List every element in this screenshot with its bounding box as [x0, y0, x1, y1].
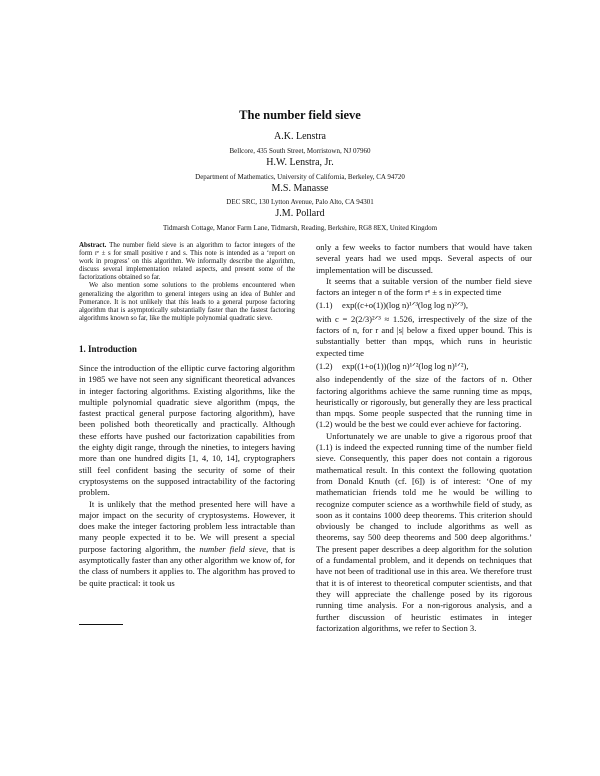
author-name: J.M. Pollard — [275, 208, 325, 219]
equation-1-1 — [316, 300, 532, 311]
body-paragraph: It seems that a suitable version of the number field sieve factors an integer n of the form rᵉ ± s in expected time — [316, 275, 532, 298]
equation-expression: exp((1+o(1))(log n)¹ᐟ²(log log n)¹ᐟ²), — [342, 360, 469, 371]
equation-number: (1.1) — [316, 300, 333, 311]
author-name: H.W. Lenstra, Jr. — [266, 157, 334, 168]
abstract-paragraph — [79, 242, 295, 282]
equation-1-2 — [316, 361, 532, 372]
intro-emphasis: number field sieve — [199, 543, 267, 554]
equation-expression: exp((c+o(1))(log n)¹ᐟ³(log log n)²ᐟ³), — [342, 300, 468, 311]
abstract-text: The number field sieve is an algorithm to factor integers of the form rᵉ ± s for small positive r and s. This note is intended as a ‘report on work in progress’ on this algorithm. We informally describe the algorithm, discuss several implementation related aspects, and present some of the factorizations obtained so far. — [79, 242, 295, 282]
paper-title: The number field sieve — [239, 108, 361, 122]
left-column — [79, 242, 295, 589]
equation-number: (1.2) — [316, 360, 333, 371]
intro-text: It is unlikely that the method presented here will have a major impact on the security of cryptosystems. However, it does make the integer factoring problem less intractable than many people expected it to be. We will present a special purpose factoring algorithm, the — [79, 498, 295, 554]
author-affiliation: DEC SRC, 130 Lytton Avenue, Palo Alto, CA 94301 — [226, 198, 374, 206]
body-paragraph: also independently of the size of the factors of n. Other factoring algorithms achieve the same running time as mpqs, heuristically or rigorously, but generally they are less practical than mpqs. Some people suspected that the running time in (1.2) would be the best we could ever achieve for factoring. — [316, 374, 532, 430]
footnote-rule — [79, 624, 123, 625]
body-paragraph: Unfortunately we are unable to give a rigorous proof that (1.1) is indeed the expected running time of the number field sieve. Consequently, this paper does not contain a rigorous mathematical result. In this context the following quotation from Donald Knuth (cf. [6]) is of interest: ‘One of my mathematician friends told me he would be willing to recognize computer science as a worthwhile field of study, as soon as it contains 1000 deep theorems. This criterion should obviously be changed to include algorithms as well as theorems, say 500 deep theorems and 500 deep algorithms.’ The present paper describes a deep algorithm for the solution of a fundamental problem, and it depends on techniques that have not been of traditional use in this area. We therefore trust that it is of interest to theoretical computer scientists, and that they will appreciate the challenge posed by its rigorous running time analysis. For a non-rigorous analysis, and a further discussion of heuristic estimates in integer factorization algorithms, we refer to Section 3. — [316, 430, 532, 633]
author-affiliation: Bellcore, 435 South Street, Morristown, NJ 07960 — [229, 147, 371, 155]
author-name: A.K. Lenstra — [274, 131, 326, 142]
right-column — [316, 242, 532, 634]
body-paragraph: with c = 2(2/3)²ᐟ³ ≈ 1.526, irrespectively of the size of the factors of n, for r and |s| below a fixed upper bound. This is substantially better than mpqs, which runs in heuristic expected time — [316, 313, 532, 358]
intro-text-continued: , that is asymptotically faster than any other algorithm we know of, for the class of numbers it applies to. The algorithm has proved to be quite practical: it took us — [79, 543, 295, 588]
section-heading: 1. Introduction — [79, 343, 137, 354]
intro-paragraph-1: Since the introduction of the elliptic curve factoring algorithm in 1985 we have not seen any significant theoretical advances in integer factoring algorithms. Existing algorithms, like the multiple polynomial quadratic sieve algorithm (mpqs, the fastest practical general purpose factoring algorithm), have been polished both theoretically and practically. Although these efforts have pushed our factorization capabilities from the eighty digit range, through the nineties, to integers having more than one hundred digits [1, 4, 10, 14], cryptographers still feel confident basing the security of some of their cryptosystems on the supposed intractability of the factoring problem. — [79, 362, 295, 498]
author-name: M.S. Manasse — [271, 183, 329, 194]
author-affiliation: Department of Mathematics, University of California, Berkeley, CA 94720 — [195, 173, 405, 181]
abstract-label: Abstract. — [79, 242, 107, 249]
abstract-paragraph-2: We also mention some solutions to the problems encountered when generalizing the algorithm to general integers using an idea of Buhler and Pomerance. It is not unlikely that this leads to a general purpose factoring algorithm that is asymptotically substantially faster than the fastest factoring algorithms known so far, like the multiple polynomial quadratic sieve. — [79, 282, 295, 322]
author-affiliation: Tidmarsh Cottage, Manor Farm Lane, Tidmarsh, Reading, Berkshire, RG8 8EX, United Kingdom — [162, 224, 438, 232]
intro-paragraph-2 — [79, 499, 295, 589]
body-paragraph: only a few weeks to factor numbers that would have taken several years had we used mpqs. Several aspects of our implementation will be discussed. — [316, 242, 532, 275]
